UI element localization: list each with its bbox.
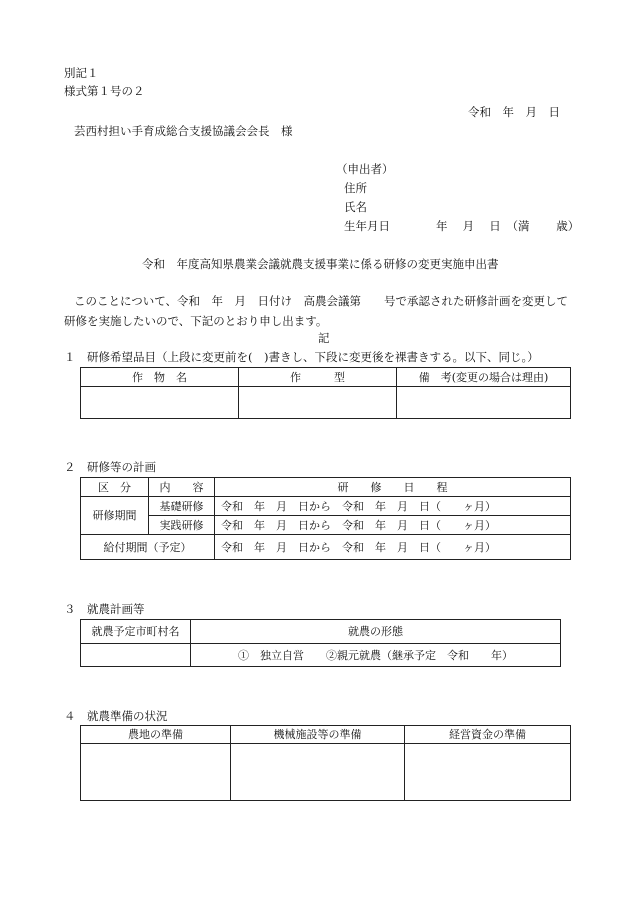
col-remarks: 備 考(変更の場合は理由) bbox=[397, 368, 571, 387]
section3-heading: ３ 就農計画等 bbox=[64, 602, 145, 616]
cropping-type-cell[interactable] bbox=[239, 387, 397, 419]
section4-table bbox=[80, 725, 571, 801]
section3-table bbox=[80, 619, 561, 667]
ki-label: 記 bbox=[318, 331, 330, 345]
form-number: 様式第１号の２ bbox=[64, 84, 145, 98]
basic-training-schedule[interactable]: 令和 年 月 日から 令和 年 月 日（ ヶ月） bbox=[215, 497, 571, 516]
date-line: 令和 年 月 日 bbox=[468, 105, 560, 119]
machinery-cell[interactable] bbox=[231, 744, 405, 801]
section2-table bbox=[80, 477, 571, 560]
crop-cell[interactable] bbox=[81, 387, 239, 419]
body-line-2: 研修を実施したいので、下記のとおり申し出ます。 bbox=[64, 314, 328, 328]
section1-heading: １ 研修希望品目（上段に変更前を( )書きし、下段に変更後を裸書きする。以下、同じ。） bbox=[64, 350, 539, 364]
benefit-period-schedule[interactable]: 令和 年 月 日から 令和 年 月 日（ ヶ月） bbox=[215, 535, 571, 560]
practical-training-schedule[interactable]: 令和 年 月 日から 令和 年 月 日（ ヶ月） bbox=[215, 516, 571, 535]
farming-form-options[interactable]: ① 独立自営 ②親元就農（継承予定 令和 年） bbox=[191, 644, 561, 667]
col-machinery: 機械施設等の準備 bbox=[231, 726, 405, 744]
municipality-cell[interactable] bbox=[81, 644, 191, 667]
remarks-cell[interactable] bbox=[397, 387, 571, 419]
col-schedule: 研 修 日 程 bbox=[215, 478, 571, 497]
addressee: 芸西村担い手育成総合支援協議会会長 様 bbox=[74, 124, 293, 138]
training-period-label: 研修期間 bbox=[81, 497, 149, 535]
section1-table bbox=[80, 367, 571, 419]
col-naiyou: 内 容 bbox=[149, 478, 215, 497]
col-funding: 経営資金の準備 bbox=[405, 726, 571, 744]
funding-cell[interactable] bbox=[405, 744, 571, 801]
col-crop: 作 物 名 bbox=[81, 368, 239, 387]
farmland-cell[interactable] bbox=[81, 744, 231, 801]
col-municipality: 就農予定市町村名 bbox=[81, 620, 191, 644]
birth-line: 生年月日 年 月 日 （満 歳） bbox=[344, 219, 580, 233]
section4-heading: ４ 就農準備の状況 bbox=[64, 709, 168, 723]
applicant-label: （申出者） bbox=[336, 162, 394, 176]
section2-heading: ２ 研修等の計画 bbox=[64, 460, 156, 474]
attachment-label: 別記１ bbox=[64, 66, 99, 80]
body-line-1: このことについて、令和 年 月 日付け 高農会議第 号で承認された研修計画を変更して bbox=[74, 294, 569, 308]
col-cropping-type: 作 型 bbox=[239, 368, 397, 387]
practical-training-label: 実践研修 bbox=[149, 516, 215, 535]
basic-training-label: 基礎研修 bbox=[149, 497, 215, 516]
col-kubun: 区 分 bbox=[81, 478, 149, 497]
name-label: 氏名 bbox=[344, 200, 367, 214]
document-title: 令和 年度高知県農業会議就農支援事業に係る研修の変更実施申出書 bbox=[142, 257, 499, 271]
benefit-period-label: 給付期間（予定） bbox=[81, 535, 215, 560]
col-farmland: 農地の準備 bbox=[81, 726, 231, 744]
col-farming-form: 就農の形態 bbox=[191, 620, 561, 644]
address-label: 住所 bbox=[344, 181, 367, 195]
